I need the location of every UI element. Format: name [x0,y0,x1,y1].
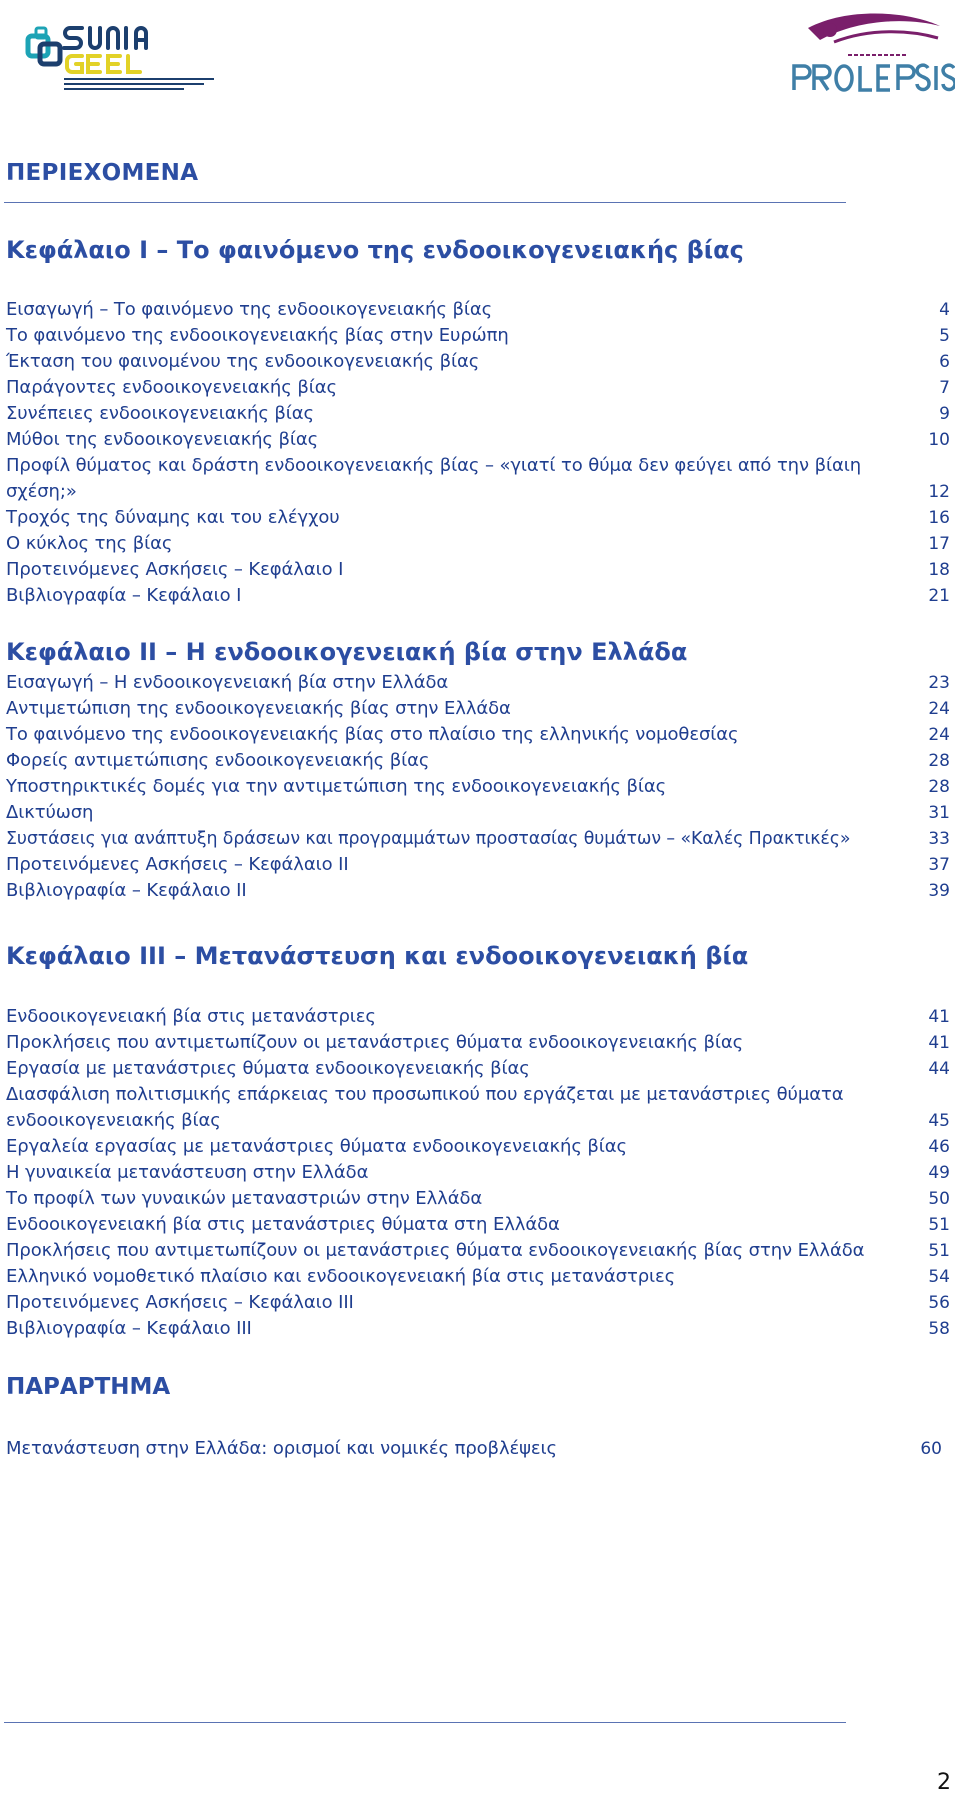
toc-entry-title: Βιβλιογραφία – Κεφάλαιο ΙΙΙ [6,1318,252,1339]
annex-title: ΠΑΡΑΡΤΗΜΑ [6,1374,171,1400]
toc-entry[interactable] [6,1316,950,1342]
toc-entry[interactable] [6,774,950,800]
page-number: 2 [937,1770,951,1795]
toc-entry-page: 6 [939,352,950,372]
toc-entry[interactable] [6,800,950,826]
toc-entry-page: 16 [928,508,950,528]
toc-entry-page: 24 [928,725,950,745]
toc-entry-page: 10 [928,430,950,450]
toc-entry-page: 50 [928,1189,950,1209]
toc-entry-page: 45 [928,1111,950,1131]
toc-entry-title: Ελληνικό νομοθετικό πλαίσιο και ενδοοικογενειακή βία στις μετανάστριες [6,1266,676,1287]
toc-entry-page: 51 [928,1215,950,1235]
sunia-geel-logo [20,14,220,98]
toc-entry-title: Το φαινόμενο της ενδοοικογενειακής βίας στο πλαίσιο της ελληνικής νομοθεσίας [6,724,739,745]
top-divider [4,202,846,203]
toc-entry[interactable] [6,1030,950,1056]
toc-entry-title: Τροχός της δύναμης και του ελέγχου [6,507,340,528]
toc-entry[interactable] [6,531,950,557]
toc-entry[interactable] [6,349,950,375]
toc-entry-page: 7 [939,378,950,398]
toc-entry-page: 49 [928,1163,950,1183]
toc-entry-title: Ενδοοικογενειακή βία στις μετανάστριες [6,1006,376,1027]
prolepsis-logo [790,8,955,98]
toc-entry[interactable] [6,375,950,401]
toc-entry-page: 28 [928,777,950,797]
toc-entry-page: 12 [928,482,950,502]
toc-entry-page: 44 [928,1059,950,1079]
toc-entry-title: Εισαγωγή – Η ενδοοικογενειακή βία στην Ελλάδα [6,672,449,693]
toc-entry-title: Ο κύκλος της βίας [6,533,173,554]
toc-entry[interactable] [6,1134,950,1160]
toc-entry-page: 4 [939,300,950,320]
toc-entry[interactable] [6,696,950,722]
toc-entry-title: Βιβλιογραφία – Κεφάλαιο Ι [6,585,242,606]
toc-entry[interactable] [6,1238,950,1264]
toc-entry[interactable] [6,505,950,531]
toc-entry-page: 51 [928,1241,950,1261]
toc-entry-page: 41 [928,1007,950,1027]
toc-entry-title: Φορείς αντιμετώπισης ενδοοικογενειακής βίας [6,750,430,771]
toc-entry[interactable] [6,401,950,427]
toc-title: ΠΕΡΙΕΧΟΜΕΝΑ [6,160,199,186]
toc-entry-page: 41 [928,1033,950,1053]
toc-entry-title: Διασφάλιση πολιτισμικής επάρκειας του προσωπικού που εργάζεται με μετανάστριες θύματα ενδοοικογενειακής βίας [6,1084,844,1131]
toc-entry-title: Εργαλεία εργασίας με μετανάστριες θύματα ενδοοικογενειακής βίας [6,1136,628,1157]
toc-entry[interactable] [6,1160,950,1186]
toc-entry-title: Προτεινόμενες Ασκήσεις – Κεφάλαιο ΙΙΙ [6,1292,354,1313]
chapter-3-entries [6,1004,950,1342]
sunia-geel-mark-icon [28,28,60,64]
toc-entry-page: 56 [928,1293,950,1313]
toc-entry[interactable] [6,427,950,453]
toc-entry-title: Βιβλιογραφία – Κεφάλαιο ΙΙ [6,880,247,901]
chapter-2-entries [6,670,950,904]
toc-entry-title: Συστάσεις για ανάπτυξη δράσεων και προγραμμάτων προστασίας θυμάτων – «Καλές Πρακτικές» [6,829,851,849]
toc-entry-title: Εισαγωγή – Το φαινόμενο της ενδοοικογενειακής βίας [6,299,493,320]
chapter-1-entries [6,297,950,609]
toc-entry-title: Το φαινόμενο της ενδοοικογενειακής βίας στην Ευρώπη [6,325,509,346]
toc-entry-title: Μετανάστευση στην Ελλάδα: ορισμοί και νομικές προβλέψεις [6,1438,557,1459]
chapter-1-title: Κεφάλαιο Ι – Το φαινόμενο της ενδοοικογενειακής βίας [6,236,744,264]
toc-entry-title: Προφίλ θύματος και δράστη ενδοοικογενειακής βίας – «γιατί το θύμα δεν φεύγει από την βίαιη σχέση;» [6,455,862,502]
toc-entry[interactable] [6,722,950,748]
toc-entry-title: Μύθοι της ενδοοικογενειακής βίας [6,429,319,450]
toc-entry-title: Συνέπειες ενδοοικογενειακής βίας [6,403,315,424]
toc-entry[interactable] [6,453,950,505]
toc-entry-page: 46 [928,1137,950,1157]
prolepsis-swoosh-icon [808,13,940,42]
toc-entry[interactable] [6,1436,950,1462]
toc-entry-title: Έκταση του φαινομένου της ενδοοικογενειακής βίας [6,351,480,372]
toc-entry-page: 28 [928,751,950,771]
annex-entries [6,1436,950,1462]
chapter-2-title: Κεφάλαιο ΙΙ – Η ενδοοικογενειακή βία στην Ελλάδα [6,638,688,666]
toc-entry-page: 24 [928,699,950,719]
toc-entry[interactable] [6,1082,950,1134]
toc-entry-title: Αντιμετώπιση της ενδοοικογενειακής βίας στην Ελλάδα [6,698,511,719]
toc-entry-title: Το προφίλ των γυναικών μεταναστριών στην Ελλάδα [6,1188,483,1209]
toc-entry[interactable] [6,583,950,609]
toc-entry-page: 31 [928,803,950,823]
toc-entry[interactable] [6,1264,950,1290]
toc-entry[interactable] [6,1056,950,1082]
toc-entry-title: Δικτύωση [6,802,94,823]
toc-entry-title: Παράγοντες ενδοοικογενειακής βίας [6,377,337,398]
toc-entry-title: Προκλήσεις που αντιμετωπίζουν οι μετανάστριες θύματα ενδοοικογενειακής βίας στην Ελλάδα [6,1240,865,1261]
toc-entry[interactable] [6,1290,950,1316]
toc-entry-page: 58 [928,1319,950,1339]
toc-entry-page: 39 [928,881,950,901]
toc-entry[interactable] [6,748,950,774]
toc-entry[interactable] [6,826,950,852]
toc-entry-page: 23 [928,673,950,693]
toc-entry-title: Εργασία με μετανάστριες θύματα ενδοοικογενειακής βίας [6,1058,530,1079]
toc-entry-page: 54 [928,1267,950,1287]
toc-entry-page: 9 [939,404,950,424]
toc-entry-page: 37 [928,855,950,875]
toc-entry[interactable] [6,1004,950,1030]
toc-entry[interactable] [6,557,950,583]
toc-entry-title: Ενδοοικογενειακή βία στις μετανάστριες θύματα στη Ελλάδα [6,1214,560,1235]
toc-entry-title: Η γυναικεία μετανάστευση στην Ελλάδα [6,1162,369,1183]
toc-entry-page: 60 [920,1439,942,1459]
toc-entry-title: Υποστηρικτικές δομές για την αντιμετώπιση της ενδοοικογενειακής βίας [6,776,667,797]
bottom-divider [4,1722,846,1723]
toc-entry-page: 33 [928,829,950,849]
toc-entry-title: Προτεινόμενες Ασκήσεις – Κεφάλαιο ΙΙ [6,854,349,875]
toc-entry-page: 17 [928,534,950,554]
toc-entry-title: Προκλήσεις που αντιμετωπίζουν οι μετανάστριες θύματα ενδοοικογενειακής βίας [6,1032,744,1053]
toc-entry[interactable] [6,852,950,878]
toc-entry[interactable] [6,878,950,904]
toc-entry-title: Προτεινόμενες Ασκήσεις – Κεφάλαιο Ι [6,559,344,580]
toc-entry[interactable] [6,670,950,696]
toc-entry-page: 21 [928,586,950,606]
toc-entry-page: 5 [939,326,950,346]
toc-entry[interactable] [6,1186,950,1212]
chapter-3-title: Κεφάλαιο ΙΙΙ – Μετανάστευση και ενδοοικογενειακή βία [6,942,749,970]
toc-entry[interactable] [6,323,950,349]
toc-entry[interactable] [6,1212,950,1238]
toc-entry-page: 18 [928,560,950,580]
toc-entry[interactable] [6,297,950,323]
